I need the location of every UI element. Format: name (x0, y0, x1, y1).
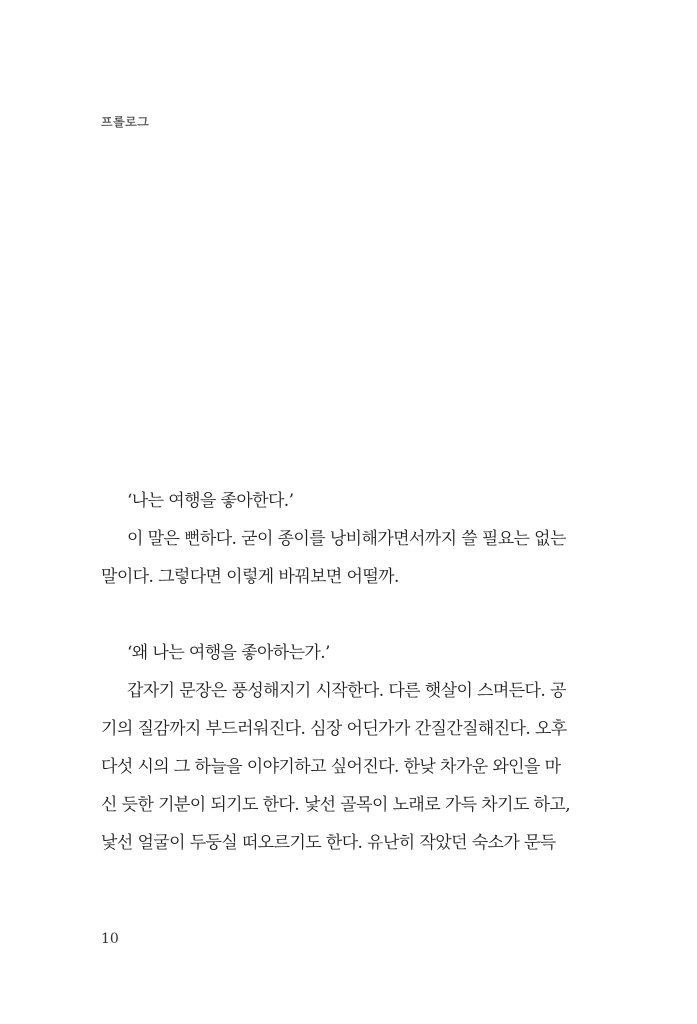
paragraph-2 (101, 520, 581, 596)
page-number: 10 (101, 931, 119, 947)
text-line: 기의 질감까지 부드러워진다. 심장 어딘가가 간질간질해진다. 오후 (101, 719, 567, 739)
text-line: ‘왜 나는 여행을 좋아하는가.’ (127, 643, 330, 663)
paragraph-spacer (101, 596, 581, 634)
text-line: 갑자기 문장은 풍성해지기 시작한다. 다른 햇살이 스며든다. 공 (127, 681, 566, 701)
paragraph-3 (101, 634, 581, 672)
text-line: 신 듯한 기분이 되기도 한다. 낯선 골목이 노래로 가득 차기도 하고, (101, 795, 571, 815)
paragraph-1 (101, 482, 581, 520)
running-head: 프롤로그 (101, 115, 150, 129)
text-line: 낯선 얼굴이 두둥실 떠오르기도 한다. 유난히 작았던 숙소가 문득 (101, 833, 556, 853)
paragraph-4 (101, 672, 581, 862)
text-line: ‘나는 여행을 좋아한다.’ (127, 491, 294, 511)
body-text (101, 482, 581, 862)
text-line: 이 말은 뻔하다. 굳이 종이를 낭비해가면서까지 쓸 필요는 없는 (127, 529, 566, 549)
text-line: 말이다. 그렇다면 이렇게 바꿔보면 어떨까. (101, 567, 399, 587)
text-line: 다섯 시의 그 하늘을 이야기하고 싶어진다. 한낮 차가운 와인을 마 (101, 757, 561, 777)
